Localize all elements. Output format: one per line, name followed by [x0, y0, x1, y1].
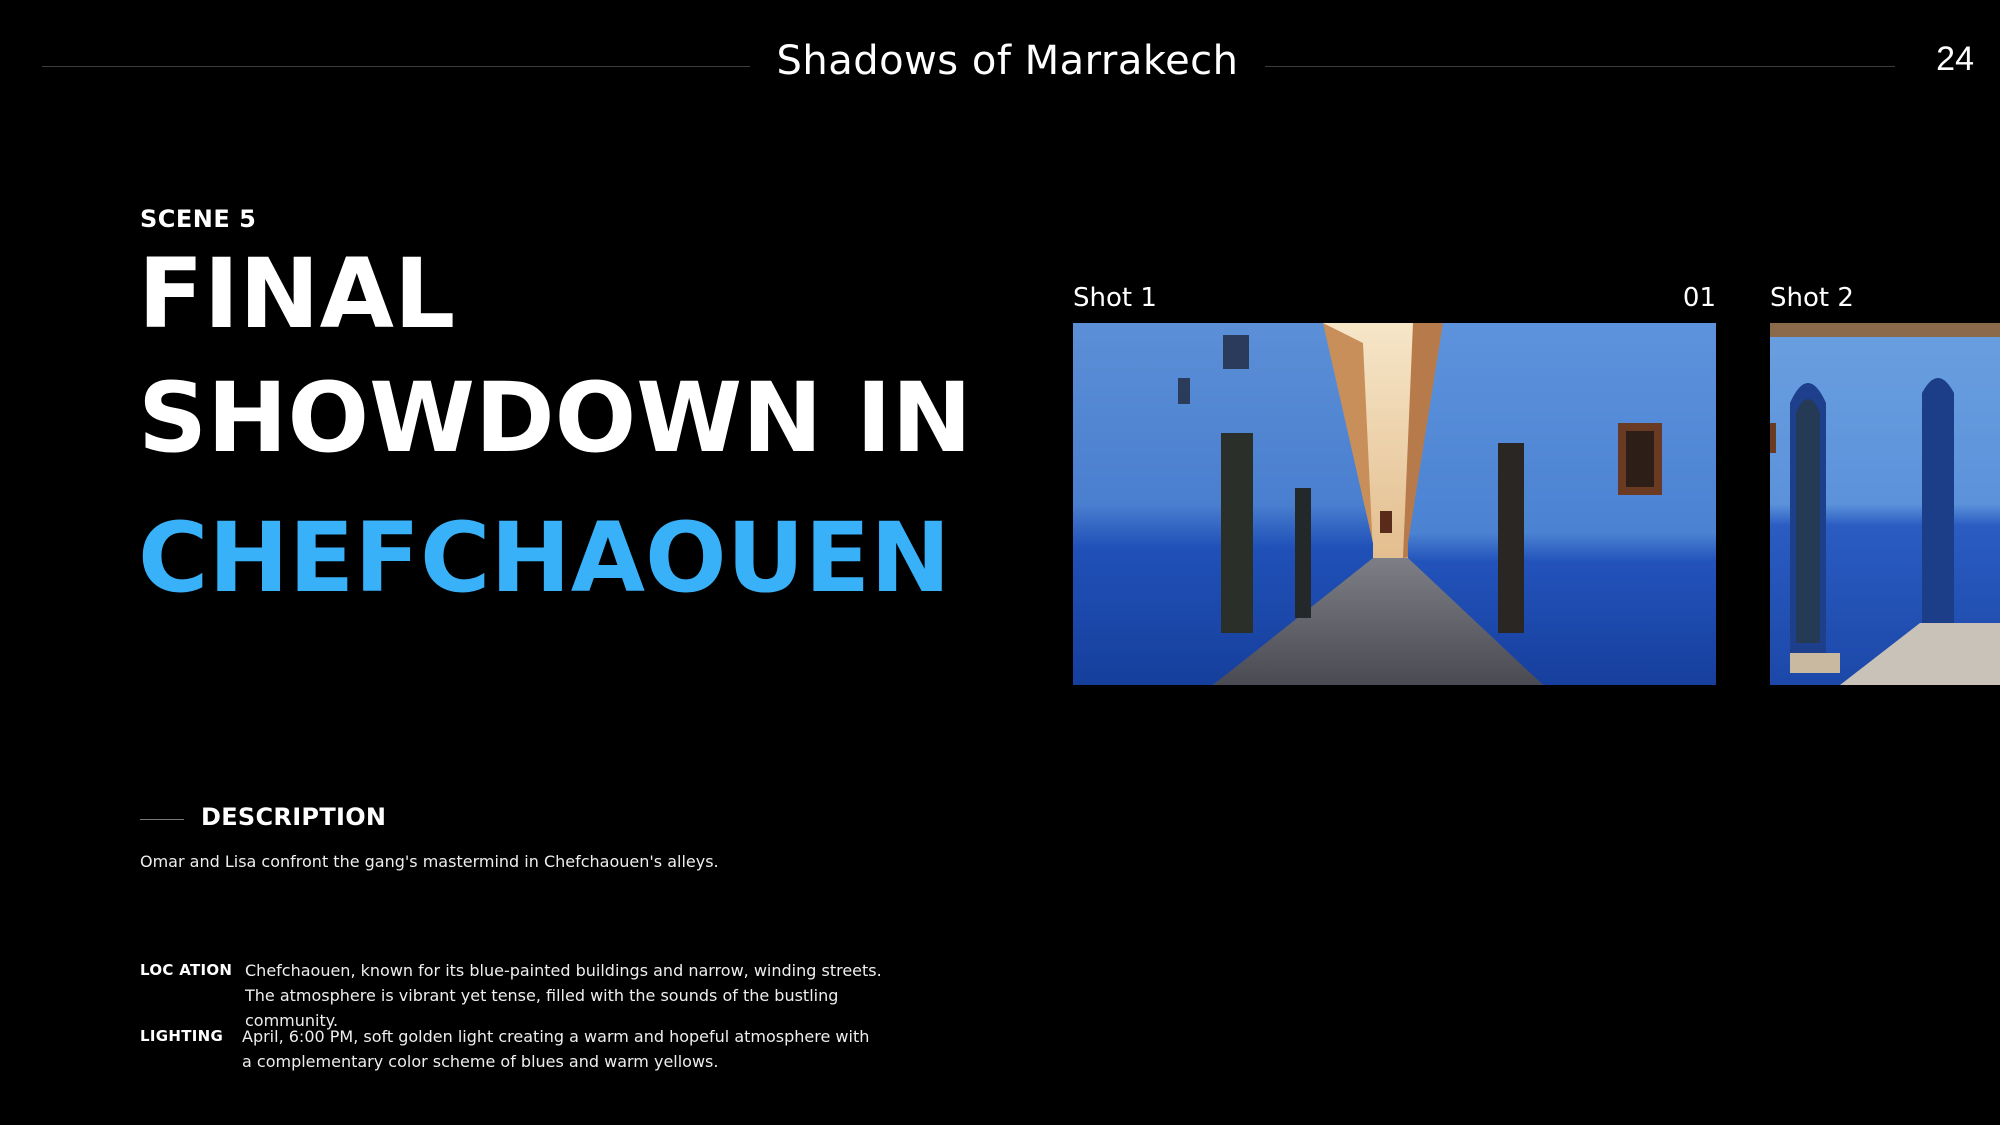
header-divider-right: [1265, 66, 1895, 67]
lighting-text: April, 6:00 PM, soft golden light creating a warm and hopeful atmosphere with a complementary color scheme of blues and warm yellows.: [242, 1027, 870, 1071]
lighting-row: [140, 1024, 882, 1074]
shot-2-image: [1770, 323, 2000, 685]
header-divider-left: [42, 66, 750, 67]
scene-title-line-2: SHOWDOWN IN: [138, 362, 972, 474]
location-text: Chefchaouen, known for its blue-painted buildings and narrow, winding streets. The atmosphere is vibrant yet tense, filled with the sounds of the bustling community.: [245, 961, 882, 1030]
scene-title-line-1: FINAL: [138, 238, 456, 350]
description-text: Omar and Lisa confront the gang's mastermind in Chefchaouen's alleys.: [140, 852, 719, 871]
shot-number: 01: [1682, 283, 1716, 313]
shot-label: Shot 2: [1770, 283, 1854, 313]
scene-title: [138, 232, 972, 620]
scene-title-accent: CHEFCHAOUEN: [138, 502, 951, 614]
page-number: 24: [1936, 40, 1974, 78]
scene-label: SCENE 5: [140, 205, 257, 233]
shot-card-2: [1770, 283, 2000, 685]
shot-card-1: [1073, 283, 1716, 685]
location-label: LOC ATION: [140, 961, 233, 979]
shot-label: Shot 1: [1073, 283, 1157, 313]
shot-1-image: [1073, 323, 1716, 685]
description-rule: [140, 819, 184, 820]
lighting-label: LIGHTING: [140, 1027, 224, 1045]
location-row: [140, 958, 905, 1033]
description-heading: DESCRIPTION: [201, 803, 387, 831]
deck-title: Shadows of Marrakech: [776, 38, 1239, 84]
